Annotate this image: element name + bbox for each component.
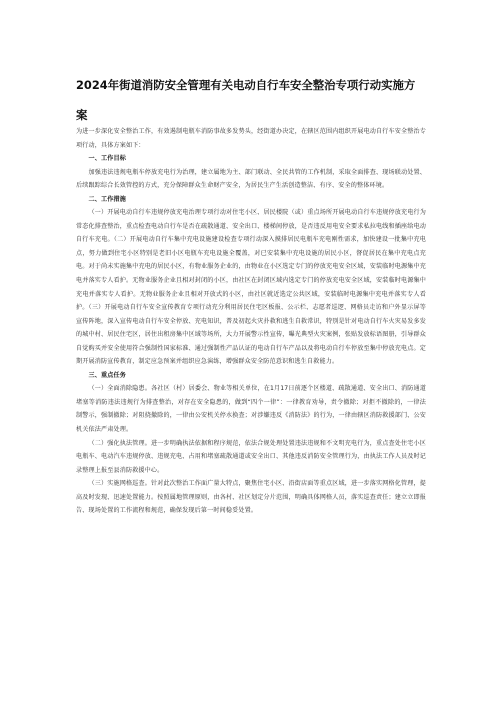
- tasks-paragraph-3: （三）实施网格巡查。针对此次整治工作面广量大特点，聚焦住宅小区、沿街店面等重点区域，进一步落实网格化管理，提高及时发现、迅速处置能力。按照属地管理原则，由各村、社区划定分片范围，明确具体网格人员，落实巡查责任；建立立即报告、现场处置的工作流程和规范，确保发现后第一时间稳妥处置。: [76, 480, 426, 515]
- section-heading-goals: 一、工作目标: [88, 155, 126, 163]
- section-heading-measures: 二、工作措施: [88, 195, 126, 203]
- tasks-paragraph-2: （二）强化执法管理。进一步明确执法依据和程序规范，依法合规处理处置违法违规和不文明充电行为，重点查处住宅小区电瓶车、电动汽车违规停放、违规充电、占用和堵塞疏散通道或安全出口、其他违反消防安全管理行为，由执法工作人员及时记录整理上报至县消防救援中心。: [76, 439, 426, 474]
- intro-paragraph: 为进一步深化安全整治工作，有效遏制电瓶车消防事故多发势头，经街道办决定，在辖区范围内组织开展电动自行车安全整治专项行动，具体方案如下：: [76, 128, 426, 149]
- measures-paragraph: （一）开展电动自行车违规停放充电治理专项行动对住宅小区、居民楼院（或）重点场所开展电动自行车违规停放充电行为常态化排查整治，重点检查电动自行车是否在疏散通道、安全出口、楼梯间停放，是否违反用电安全要求私拉电线和插座给电动自行车充电。（二）开展电动自行车集中充电设施建设检查专项行动深入摸排居民电瓶车充电刚性需求，加快建设一批集中充电点，努力做到住宅小区特别是老旧小区电瓶车充电设施全覆盖，对已安装集中充电设施的居民小区，督促居民在集中充电点充电。对于尚未实施集中充电的居民小区，有物业服务企业的，由物业在小区选定专门的停放充电安全区域，安装临时电源集中充电并落实专人看护。无物业服务企业且相对封闭的小区，由社区在封闭区域内选定专门的停放充电安全区域，安装临时电源集中充电并落实专人看护。无物业服务企业且相对开放式的小区，由社区就近选定公共区域，安装临时电源集中充电并落实专人看护。（三）开展电动自行车安全宣传教育专项行动充分利用居民住宅区板报、公示栏、志愿者巡逻、网格员走访和户外显示屏等宣传阵地，深入宣传电动自行车安全停放、充电知识，普及初起火灾扑救和逃生自救常识，特别是针对电动自行车火灾易发多发的城中村、居民住宅区，居住出租房集中区域等场所，大力开展警示性宣传，曝光典型火灾案例，张贴发放标语图册，引导群众自觉购买并安全使用符合强制性国家标准、通过强制性产品认证的电动自行车产品以及将电动自行车停放至集中停放充电点。定期开展消防宣传教育，制定应急预案并组织应急演练，增强群众安全防范意识和逃生自救能力。: [76, 209, 426, 366]
- tasks-paragraph-1: （一）全面消除隐患。各社区（村）居委会、物业等相关单位，在1月17日前逐个区楼道、疏散通道、安全出口、消防通道堵塞等消防违法违规行为排查整治，对存在安全隐患的，做到“四个一律”：一律教育劝导，责令撤除；对拒不撤除的，一律法制警示，强制撤除；对阻挠撤除的，一律由公安机关停水换查；对涉嫌违反《消防法》的行为，一律由辖区消防救援部门、公安机关依法严肃处理。: [76, 385, 426, 434]
- document-body: [76, 125, 426, 518]
- section-heading-tasks: 三、重点任务: [88, 371, 126, 379]
- goals-paragraph: 加强违法违规电瓶车停放充电行为治理，建立属地为主、部门联动、全民共管的工作机制，采取全面排查、现场联动处置、后续跟踪综合长效管控的方式，充分保障群众生命财产安全，为居民生产生活创造整洁、有序、安全的整体环境。: [76, 168, 426, 190]
- document-title: 2024年街道消防安全管理有关电动自行车安全整治专项行动实施方案: [76, 78, 416, 122]
